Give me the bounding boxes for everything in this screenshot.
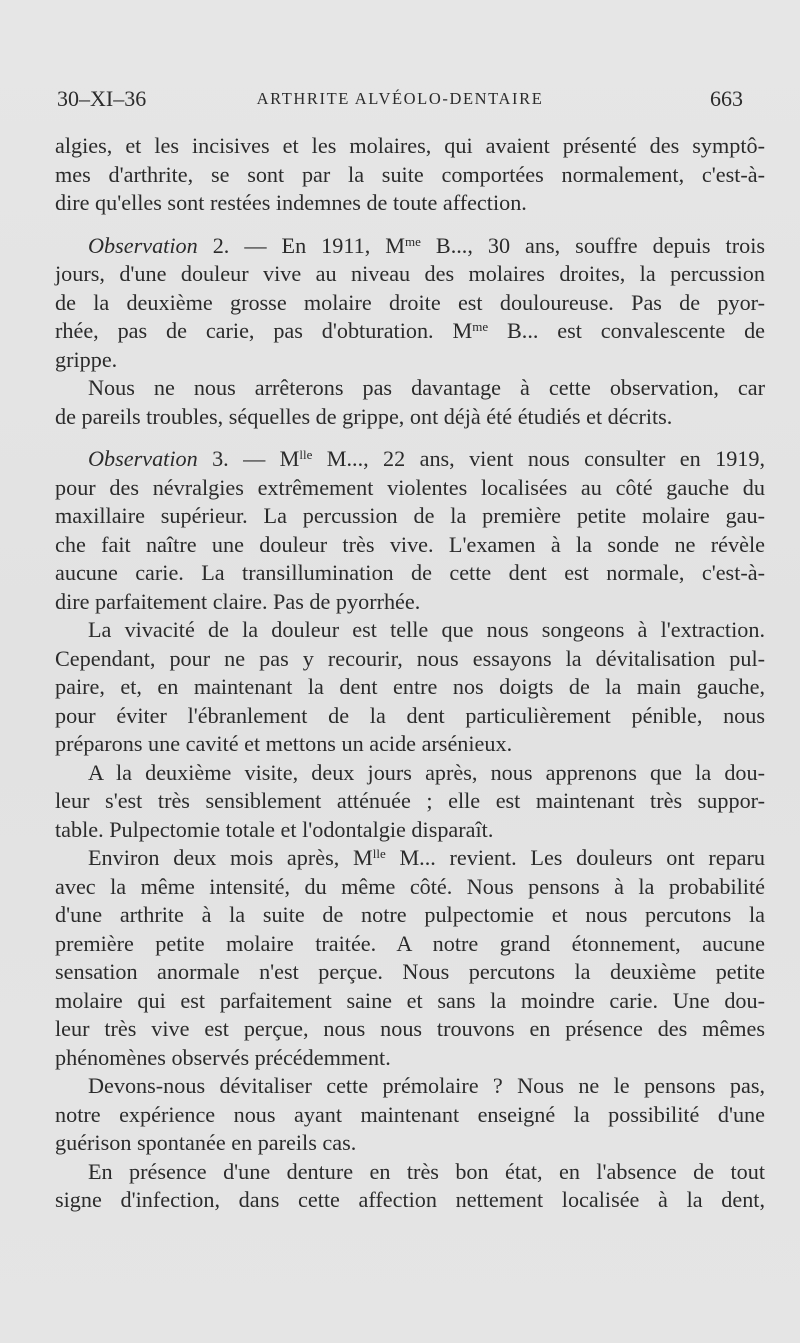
text-line: che fait naître une douleur très vive. L'examen à la sonde ne révèle — [55, 531, 765, 557]
paragraph-devons — [55, 1072, 765, 1158]
observation-heading: Observation — [88, 446, 198, 471]
text-line: guérison spontanée en pareils cas. — [55, 1130, 357, 1155]
page-number: 663 — [710, 86, 743, 111]
header-date: 30–XI–36 — [57, 86, 147, 111]
text-line: dire qu'elles sont restées indemnes de toute affection. — [55, 190, 527, 215]
observation-number: 2. — [212, 232, 230, 258]
paragraph-vivacite — [55, 616, 765, 759]
text-line: de pareils troubles, séquelles de grippe, ont déjà été étudiés et décrits. — [55, 403, 673, 429]
observation-heading: Observation — [88, 232, 198, 258]
text-line: Devons-nous dévitaliser cette prémolaire ? Nous ne le pensons pas, — [88, 1073, 765, 1098]
text-line: algies, et les incisives et les molaires, qui avaient présenté des symptô- — [55, 133, 765, 158]
text-line: Environ deux mois après, $M^{lle}$ M... revient. Les douleurs ont reparu — [88, 845, 765, 870]
text-line: paire, et, en maintenant la dent entre nos doigts de la main gauche, — [55, 674, 765, 699]
text-line: préparons une cavité et mettons un acide arsénieux. — [55, 731, 513, 756]
text-line: dire parfaitement claire. Pas de pyorrhée. — [55, 588, 421, 614]
text-line: phénomènes observés précédemment. — [55, 1044, 391, 1070]
text-line: rhée, pas de carie, pas d'obturation. $M^{me}$ B... est convalescente de — [55, 318, 766, 343]
observation-2-first-line: Observation 2. — En 1911, $M^{me}$ B..., 30 ans, souffre depuis trois — [88, 232, 765, 258]
text-line: leur s'est très sensiblement atténuée ; elle est maintenant très suppor- — [55, 788, 765, 813]
paragraph-visite — [55, 759, 765, 845]
observation-2 — [55, 232, 765, 432]
text-line: sensation anormale n'est perçue. Nous percutons la deuxième petite — [55, 959, 765, 984]
observation-3 — [55, 445, 765, 616]
body-text — [55, 132, 765, 1215]
text-line: avec la même intensité, du même côté. Nous pensons à la probabilité — [55, 873, 765, 899]
text-line: Cependant, pour ne pas y recourir, nous essayons la dévitalisation pul- — [55, 645, 765, 671]
observation-number: 3. — [212, 446, 229, 471]
text-line: La vivacité de la douleur est telle que nous songeons à l'extraction. — [88, 617, 765, 642]
text-line: première petite molaire traitée. A notre grand étonnement, aucune — [55, 930, 765, 956]
text-line: mes d'arthrite, se sont par la suite comportées normalement, c'est-à- — [55, 161, 765, 187]
text-line: grippe. — [55, 346, 118, 372]
text-line: En présence d'une denture en très bon état, en l'absence de tout — [88, 1158, 765, 1184]
text-line: table. Pulpectomie totale et l'odontalgie disparaît. — [55, 816, 494, 842]
text-line: notre expérience nous ayant maintenant enseigné la possibilité d'une — [55, 1101, 765, 1127]
text-line: pour des névralgies extrêmement violentes localisées au côté gauche du — [55, 474, 765, 500]
text-line: aucune carie. La transillumination de cette dent est normale, c'est-à- — [55, 560, 765, 585]
text-line: Nous ne nous arrêterons pas davantage à cette observation, car — [88, 375, 765, 400]
text-line: signe d'infection, dans cette affection nettement localisée à la dent, — [55, 1187, 765, 1212]
text-line: molaire qui est parfaitement saine et sans la moindre carie. Une dou- — [55, 987, 765, 1013]
observation-3-first-line: Observation 3. — $M^{lle}$ M..., 22 ans, vient nous consulter en 1919, — [88, 446, 766, 471]
header-title: ARTHRITE ALVÉOLO-DENTAIRE — [256, 89, 544, 108]
text-line: d'une arthrite à la suite de notre pulpectomie et nous percutons la — [55, 902, 765, 927]
text-line: de la deuxième grosse molaire droite est douloureuse. Pas de pyor- — [55, 289, 765, 315]
text-line: maxillaire supérieur. La percussion de la première petite molaire gau- — [55, 503, 765, 528]
paragraph-presence — [55, 1158, 765, 1215]
running-header — [57, 86, 743, 116]
text-line: leur très vive est perçue, nous nous trouvons en présence des mêmes — [55, 1016, 765, 1041]
text-line: jours, d'une douleur vive au niveau des molaires droites, la percussion — [55, 261, 765, 286]
paragraph-continuation — [55, 132, 765, 218]
paragraph-environ — [55, 844, 765, 1072]
text-line: pour éviter l'ébranlement de la dent particulièrement pénible, nous — [55, 702, 765, 728]
text-line: A la deuxième visite, deux jours après, nous apprenons que la dou- — [88, 759, 765, 785]
